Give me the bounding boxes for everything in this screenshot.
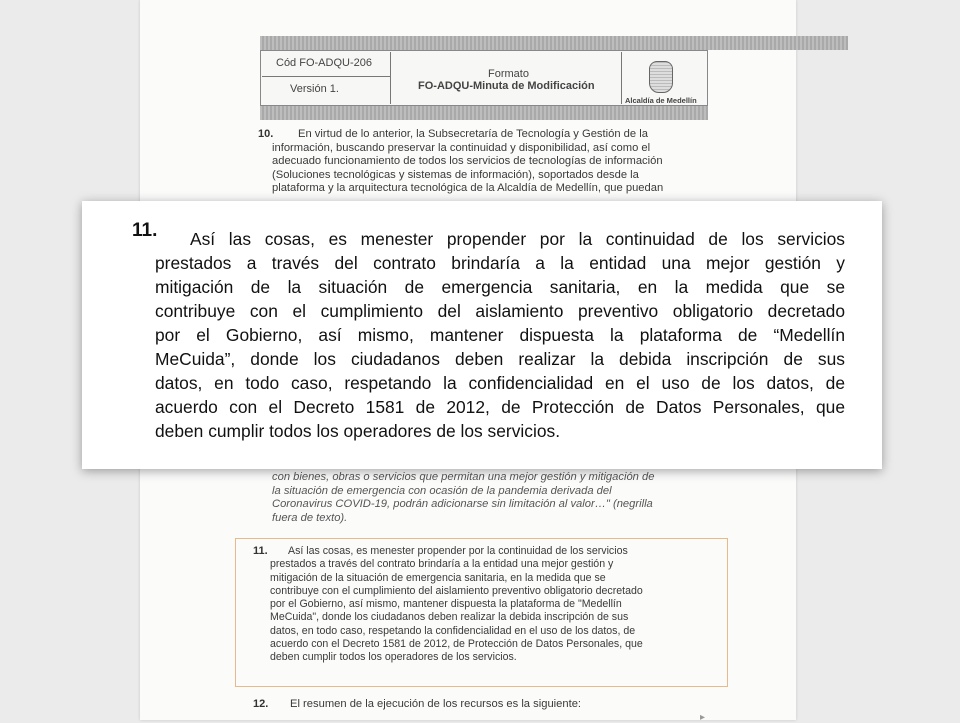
text-line: adecuado funcionamiento de todos los servicios de tecnologías de información (272, 155, 663, 168)
header-divider (262, 76, 390, 77)
zoom-line: datos, en todo caso, respetando la confidencialidad en el uso de los datos, de (155, 373, 845, 393)
text-line: En virtud de lo anterior, la Subsecretaría de Tecnología y Gestión de la (298, 128, 648, 140)
paragraph-11 (270, 545, 702, 665)
header-divider (390, 52, 391, 104)
city-seal-icon (649, 61, 673, 93)
zoom-line: Así las cosas, es menester propender por la continuidad de los servicios (190, 229, 845, 249)
paragraph-10 (272, 128, 707, 196)
text-line: acuerdo con el Decreto 1581 de 2012, de Protección de Datos Personales, que (270, 638, 643, 651)
paragraph-number: 11. (253, 545, 268, 557)
zoomed-paragraph-card (82, 201, 882, 469)
text-line: datos, en todo caso, respetando la confidencialidad en el uso de los datos, de (270, 624, 636, 637)
zoom-line: contribuye con el cumplimiento del aislamiento preventivo obligatorio decretado (155, 301, 845, 321)
text-line: Coronavirus COVID-19, podrán adicionarse sin limitación al valor…" (negrilla (272, 498, 653, 511)
text-line: contribuye con el cumplimiento del aislamiento preventivo obligatorio decretado (270, 584, 643, 597)
page-corner-arrow-icon: ▸ (700, 712, 706, 723)
paragraph-number: 10. (258, 128, 274, 140)
quoted-text (272, 471, 707, 525)
text-line: fuera de texto). (272, 511, 348, 524)
text-line: MeCuida", donde los ciudadanos deben realizar la debida inscripción de sus (270, 611, 629, 624)
org-name: Alcaldía de Medellín (625, 96, 697, 105)
doc-code: Cód FO-ADQU-206 (276, 57, 372, 69)
header-top-stripe (260, 36, 848, 50)
paragraph-number: 12. (253, 698, 269, 710)
header-divider (621, 52, 622, 104)
zoom-line: deben cumplir todos los operadores de los servicios. (155, 421, 561, 441)
text-line: información, buscando preservar la continuidad y disponibilidad, así como el (272, 141, 651, 154)
text-line: la situación de emergencia con ocasión de la pandemia derivada del (272, 484, 612, 497)
doc-version: Versión 1. (290, 83, 339, 95)
text-line: Así las cosas, es menester propender por la continuidad de los servicios (288, 545, 628, 557)
text-line: deben cumplir todos los operadores de los servicios. (270, 651, 517, 664)
zoom-line: mitigación de la situación de emergencia sanitaria, en la medida que se (155, 277, 845, 297)
zoom-line: acuerdo con el Decreto 1581 de 2012, de Protección de Datos Personales, que (155, 397, 845, 417)
format-name: FO-ADQU-Minuta de Modificación (418, 80, 595, 92)
text-line: prestados a través del contrato brindaría a la entidad una mejor gestión y (270, 558, 614, 571)
zoom-line: prestados a través del contrato brindaría a la entidad una mejor gestión y (155, 253, 845, 273)
paragraph-12: El resumen de la ejecución de los recursos es la siguiente: (290, 698, 582, 710)
text-line: con bienes, obras o servicios que permitan una mejor gestión y mitigación de (272, 471, 655, 483)
format-label: Formato (488, 68, 529, 80)
text-line: mitigación de la situación de emergencia sanitaria, en la medida que se (270, 571, 606, 584)
header-bottom-stripe (260, 106, 708, 120)
text-line: plataforma y la arquitectura tecnológica de la Alcaldía de Medellín, que puedan (272, 182, 664, 195)
zoom-line: MeCuida”, donde los ciudadanos deben realizar la debida inscripción de sus (155, 349, 845, 369)
zoom-paragraph-number: 11. (132, 220, 158, 241)
text-line: (Soluciones tecnológicas y sistemas de información), soportados desde la (272, 168, 639, 181)
zoom-line: por el Gobierno, así mismo, mantener dispuesta la plataforma de “Medellín (155, 325, 845, 345)
text-line: por el Gobierno, así mismo, mantener dispuesta la plataforma de "Medellín (270, 598, 622, 611)
